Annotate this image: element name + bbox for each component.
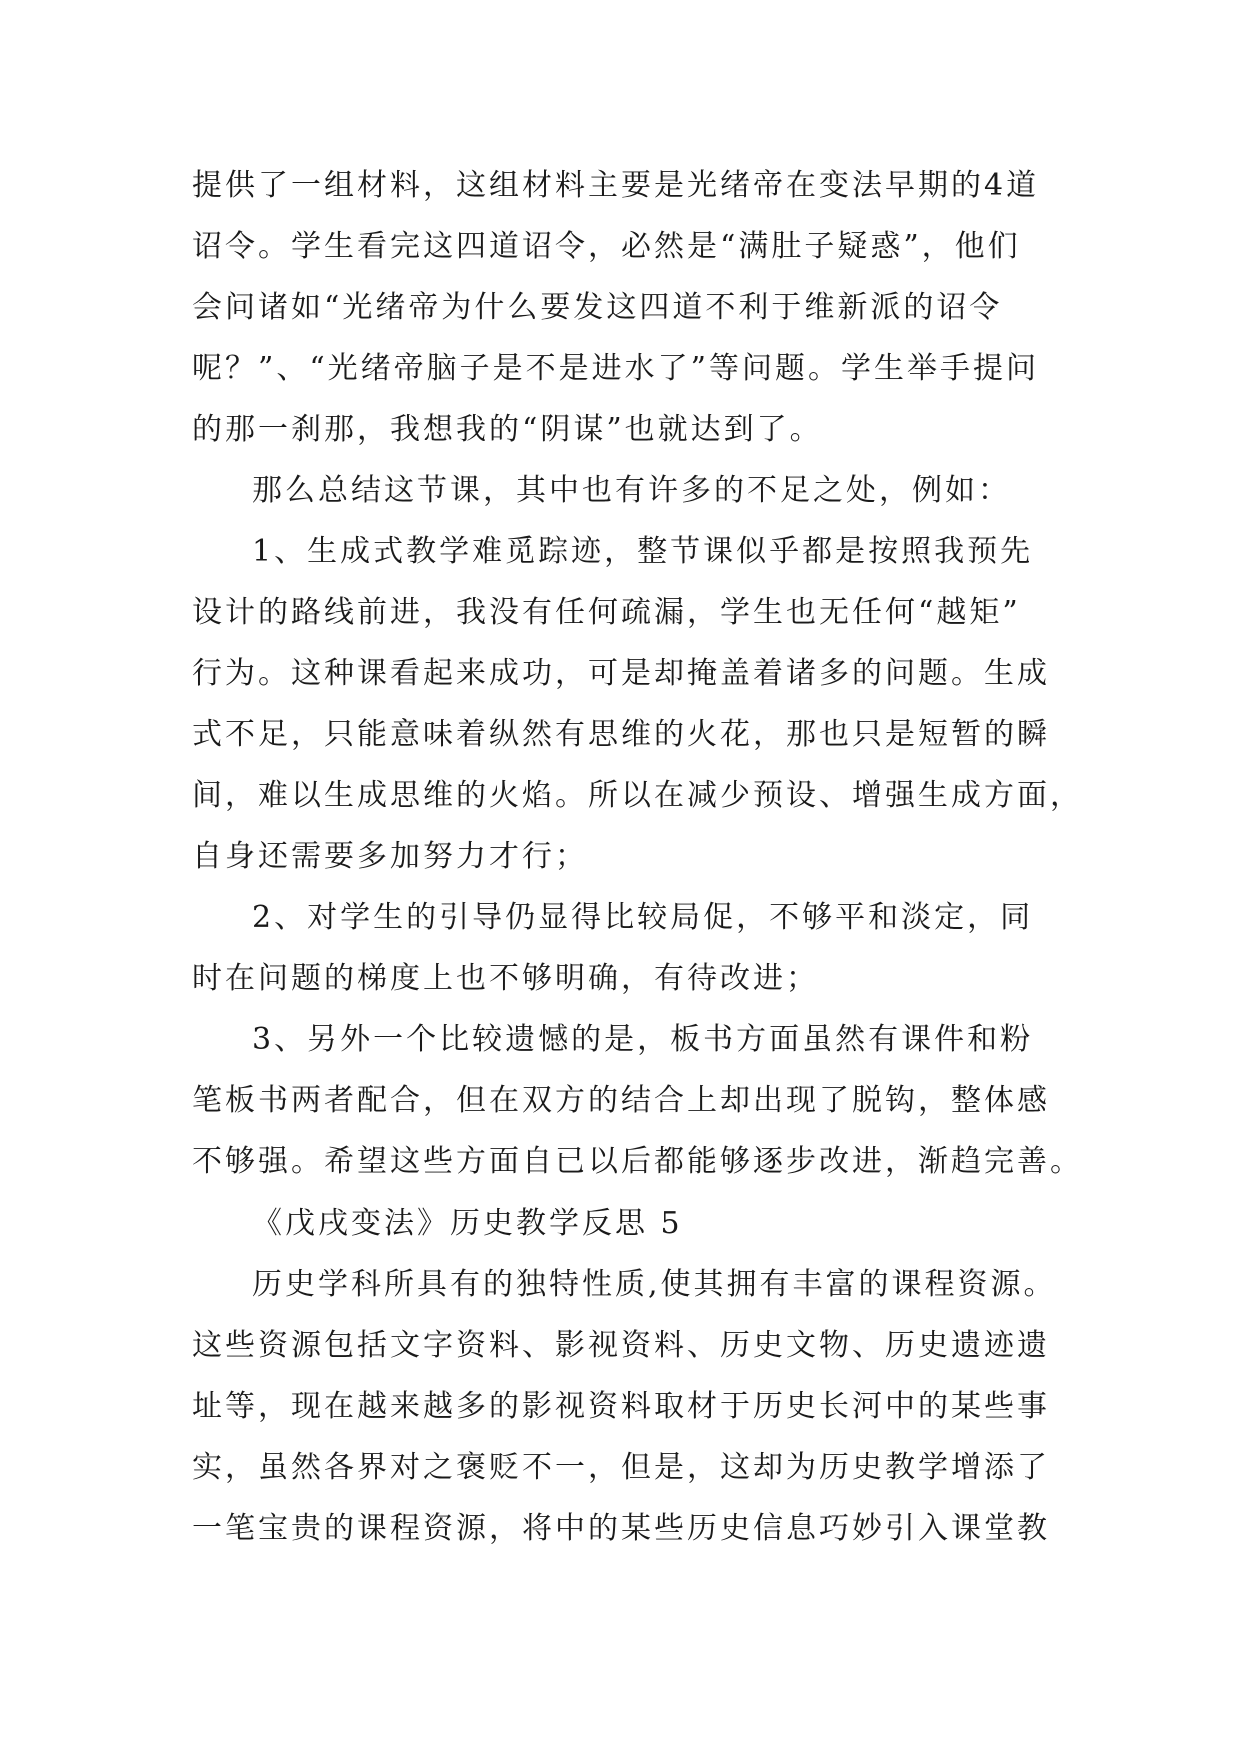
reflection-text-block xyxy=(192,155,1083,1192)
text-line: 址等，现在越来越多的影视资料取材于历史长河中的某些事 xyxy=(192,1389,1050,1424)
text-line: 实，虽然各界对之褒贬不一，但是，这却为历史教学增添了 xyxy=(192,1450,1050,1485)
section-heading: 《戊戌变法》历史教学反思 5 xyxy=(252,1206,683,1241)
text-line: 式不足，只能意味着纵然有思维的火花，那也只是短暂的瞬 xyxy=(192,717,1050,752)
text-line: 诏令。学生看完这四道诏令，必然是“满肚子疑惑”，他们 xyxy=(192,229,1021,264)
text-line: 一笔宝贵的课程资源，将中的某些历史信息巧妙引入课堂教 xyxy=(192,1511,1050,1546)
section-5-text-block xyxy=(192,1193,1057,1559)
text-line: 那么总结这节课，其中也有许多的不足之处，例如： xyxy=(252,473,1011,508)
text-line: 行为。这种课看起来成功，可是却掩盖着诸多的问题。生成 xyxy=(192,656,1050,691)
text-line: 历史学科所具有的独特性质,使其拥有丰富的课程资源。 xyxy=(252,1267,1057,1302)
text-line: 不够强。希望这些方面自已以后都能够逐步改进，渐趋完善。 xyxy=(192,1144,1083,1179)
text-line: 1、生成式教学难觅踪迹，整节课似乎都是按照我预先 xyxy=(252,534,1034,569)
text-line: 笔板书两者配合，但在双方的结合上却出现了脱钩，整体感 xyxy=(192,1083,1050,1118)
text-line: 2、对学生的引导仍显得比较局促，不够平和淡定，同 xyxy=(252,900,1034,935)
text-line: 会问诸如“光绪帝为什么要发这四道不利于维新派的诏令 xyxy=(192,290,1003,325)
text-line: 间，难以生成思维的火焰。所以在减少预设、增强生成方面， xyxy=(192,778,1083,813)
text-line: 这些资源包括文字资料、影视资料、历史文物、历史遗迹遗 xyxy=(192,1328,1050,1363)
text-line: 3、另外一个比较遗憾的是，板书方面虽然有课件和粉 xyxy=(252,1022,1034,1057)
text-line: 自身还需要多加努力才行； xyxy=(192,839,588,874)
text-line: 呢？”、“光绪帝脑子是不是进水了”等问题。学生举手提问 xyxy=(192,351,1040,386)
text-line: 时在问题的梯度上也不够明确，有待改进； xyxy=(192,961,819,996)
text-line: 设计的路线前进，我没有任何疏漏，学生也无任何“越矩” xyxy=(192,595,1021,630)
text-line: 提供了一组材料，这组材料主要是光绪帝在变法早期的4道 xyxy=(192,168,1040,203)
text-line: 的那一刹那，我想我的“阴谋”也就达到了。 xyxy=(192,412,823,447)
